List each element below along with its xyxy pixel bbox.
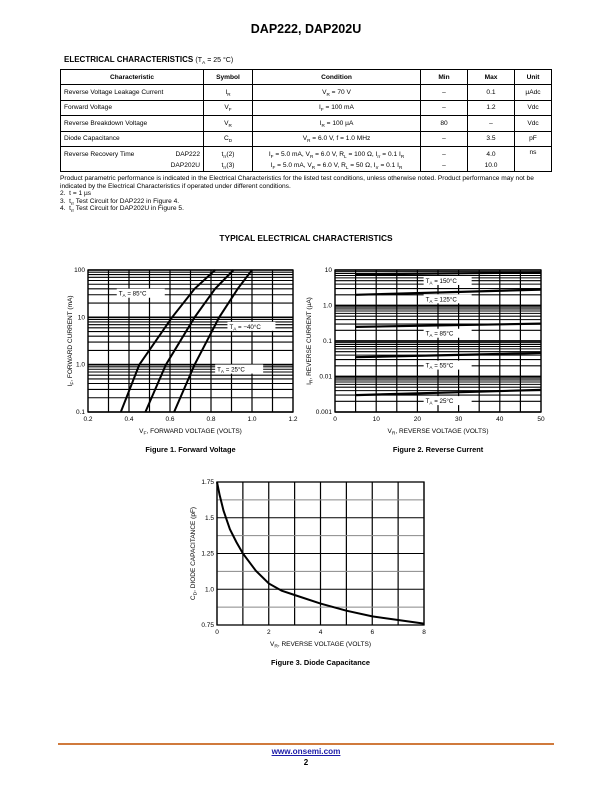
table-header-row bbox=[61, 70, 552, 85]
cell-characteristic: Reverse Recovery Time DAP222 DAP202U bbox=[61, 147, 204, 172]
figure-caption: Figure 1. Forward Voltage bbox=[145, 445, 236, 454]
note-item: 4. $t_{rr}$ Test Circuit for DAP202U in Figure 5. bbox=[60, 205, 184, 214]
cell-characteristic: Reverse Voltage Leakage Current bbox=[61, 85, 204, 101]
cell-symbol: $t_{rr}(2)$ $t_{rr}(3)$ bbox=[204, 147, 253, 172]
x-tick-label: 2 bbox=[266, 629, 271, 636]
x-tick-label: 20 bbox=[413, 416, 422, 423]
footer-website-link[interactable]: www.onsemi.com bbox=[271, 747, 341, 756]
cell-min: – bbox=[421, 100, 468, 116]
cell-min: 80 bbox=[421, 116, 468, 132]
chart-reverse-current bbox=[300, 255, 612, 460]
cell-characteristic: Reverse Breakdown Voltage bbox=[61, 116, 204, 132]
x-tick-label: 8 bbox=[422, 629, 426, 636]
y-tick-label: 0.1 bbox=[75, 409, 85, 416]
series-annotation: $T_A = 25^\circ C$ bbox=[217, 366, 245, 375]
series-line bbox=[356, 273, 541, 275]
footer-rule bbox=[58, 743, 554, 745]
series-annotation: $T_A = 125^\circ C$ bbox=[425, 296, 457, 304]
cell-characteristic: Forward Voltage bbox=[61, 100, 204, 116]
series-annotation: $T_A = 25^\circ C$ bbox=[425, 398, 454, 406]
y-tick-label: 100 bbox=[74, 267, 85, 274]
cell-unit: Vdc bbox=[515, 116, 552, 132]
header-min: Min bbox=[421, 70, 468, 85]
y-axis-label: $I_F$, FORWARD CURRENT (mA) bbox=[67, 295, 76, 387]
header-condition: Condition bbox=[253, 70, 421, 85]
y-tick-label: 1.75 bbox=[201, 479, 214, 486]
cell-unit: ns bbox=[515, 147, 552, 172]
x-axis-label: $V_F$, FORWARD VOLTAGE (VOLTS) bbox=[139, 428, 242, 437]
note-item: 2. t = 1 µs bbox=[60, 190, 92, 198]
figure-caption: Figure 2. Reverse Current bbox=[392, 445, 484, 454]
chart-forward-voltage bbox=[0, 255, 306, 460]
x-tick-label: 0.2 bbox=[83, 416, 93, 423]
notes bbox=[60, 175, 552, 213]
series-annotation: $T_A = 85^\circ C$ bbox=[425, 330, 454, 339]
cell-unit: µAdc bbox=[515, 85, 552, 101]
y-tick-label: 0.1 bbox=[322, 338, 332, 345]
series-annotation: $T_A = 85^\circ C$ bbox=[118, 290, 147, 299]
note-item: 3. $t_{rr}$ Test Circuit for DAP222 in Figure 4. bbox=[60, 197, 180, 206]
condition-sub: A bbox=[202, 61, 206, 66]
series-annotation: $T_A = 150^\circ C$ bbox=[425, 277, 457, 286]
cell-symbol: $C_D$ bbox=[204, 131, 253, 147]
y-axis-label: $I_R$, REVERSE CURRENT (µA) bbox=[306, 297, 315, 385]
cell-condition: $I_F = 100$ mA bbox=[253, 100, 421, 116]
plot-area bbox=[335, 270, 541, 412]
section-title bbox=[64, 55, 233, 64]
x-tick-label: 50 bbox=[537, 416, 545, 423]
cell-max: 1.2 bbox=[468, 100, 515, 116]
header-symbol: Symbol bbox=[204, 70, 253, 85]
table-row bbox=[61, 131, 552, 147]
x-tick-label: 10 bbox=[372, 416, 380, 423]
y-tick-label: 1.0 bbox=[75, 361, 85, 369]
table-row bbox=[61, 100, 552, 116]
typical-characteristics-title: TYPICAL ELECTRICAL CHARACTERISTICS bbox=[219, 233, 393, 243]
cell-unit: Vdc bbox=[515, 100, 552, 116]
cell-symbol: $V_R$ bbox=[204, 116, 253, 132]
page-title: DAP222, DAP202U bbox=[250, 22, 362, 36]
table-row bbox=[61, 116, 552, 132]
cell-min: – bbox=[421, 131, 468, 147]
cell-max: 4.0 10.0 bbox=[468, 147, 515, 172]
plot-area bbox=[217, 482, 424, 625]
table-body bbox=[61, 85, 552, 172]
cell-condition: $I_R = 100$ µA bbox=[253, 116, 421, 132]
header-characteristic: Characteristic bbox=[61, 70, 204, 85]
plot-area bbox=[88, 270, 293, 412]
cell-symbol: $V_F$ bbox=[204, 100, 253, 116]
cell-max: – bbox=[468, 116, 515, 132]
y-tick-label: 10 bbox=[77, 314, 85, 322]
x-axis-label: $V_R$, REVERSE VOLTAGE (VOLTS) bbox=[387, 428, 489, 437]
y-tick-label: 1.0 bbox=[322, 302, 332, 310]
x-tick-label: 0.6 bbox=[165, 416, 175, 423]
cell-min: – – bbox=[421, 147, 468, 172]
x-tick-label: 0 bbox=[215, 629, 219, 636]
y-tick-label: 1.0 bbox=[204, 586, 214, 594]
x-tick-label: 0.8 bbox=[206, 416, 216, 423]
figure-caption: Figure 3. Diode Capacitance bbox=[271, 658, 370, 667]
page-number: 2 bbox=[303, 758, 309, 767]
section-title-text: ELECTRICAL CHARACTERISTICS bbox=[64, 55, 194, 64]
condition-suffix: = 25 °C) bbox=[205, 57, 234, 64]
y-tick-label: 1.25 bbox=[201, 550, 214, 558]
x-tick-label: 0 bbox=[333, 416, 337, 423]
section-condition bbox=[195, 57, 233, 64]
x-tick-label: 1.0 bbox=[247, 416, 257, 423]
x-axis-label: $V_R$, REVERSE VOLTAGE (VOLTS) bbox=[269, 641, 372, 650]
x-tick-label: 40 bbox=[496, 416, 504, 423]
y-tick-label: 0.01 bbox=[319, 373, 332, 381]
table-row bbox=[61, 85, 552, 101]
cell-condition: $I_F = 5.0$ mA, $V_R = 6.0$ V, $R_L = 100$ Ω, $I_{rr} = 0.1$ $I_R$ $I_F = 5.0$ mA, $V_R = 6.0$ V, $R_L = 50$ Ω, $I_{rr} = 0.1$ $I_R$ bbox=[253, 147, 421, 172]
series-annotation: $T_A = 55^\circ C$ bbox=[425, 362, 454, 371]
y-tick-label: 1.5 bbox=[204, 514, 214, 522]
condition-prefix: (T bbox=[195, 57, 203, 64]
cell-symbol: $I_R$ bbox=[204, 85, 253, 101]
notes-list bbox=[60, 190, 552, 213]
x-tick-label: 6 bbox=[370, 629, 375, 636]
x-tick-label: 30 bbox=[454, 416, 463, 423]
cell-min: – bbox=[421, 85, 468, 101]
cell-condition: $V_R = 6.0$ V, f = 1.0 MHz bbox=[253, 131, 421, 147]
header-max: Max bbox=[468, 70, 515, 85]
electrical-characteristics-table bbox=[60, 69, 552, 172]
cell-unit: pF bbox=[515, 131, 552, 147]
chart-diode-capacitance bbox=[150, 470, 462, 675]
table-row-reverse-recovery bbox=[61, 147, 552, 172]
header-unit: Unit bbox=[515, 70, 552, 85]
notes-paragraph: Product parametric performance is indicated in the Electrical Characteristics for the listed test conditions, unless otherwise noted. Product performance may not be indicated by the Electrical Characteristics if operated under different conditions. bbox=[60, 175, 534, 190]
y-tick-label: 10 bbox=[324, 267, 332, 274]
y-tick-label: 0.75 bbox=[201, 622, 214, 629]
series-line bbox=[356, 290, 541, 295]
x-tick-label: 4 bbox=[318, 629, 323, 636]
cell-max: 3.5 bbox=[468, 131, 515, 147]
x-tick-label: 0.4 bbox=[124, 416, 134, 423]
cell-max: 0.1 bbox=[468, 85, 515, 101]
y-tick-label: 0.001 bbox=[315, 409, 332, 416]
cell-characteristic: Diode Capacitance bbox=[61, 131, 204, 147]
x-tick-label: 1.2 bbox=[288, 416, 298, 423]
y-axis-label: $C_D$, DIODE CAPACITANCE (pF) bbox=[190, 506, 199, 601]
series-annotation: $T_A = -40^\circ C$ bbox=[229, 323, 261, 332]
cell-condition: $V_R = 70$ V bbox=[253, 85, 421, 101]
